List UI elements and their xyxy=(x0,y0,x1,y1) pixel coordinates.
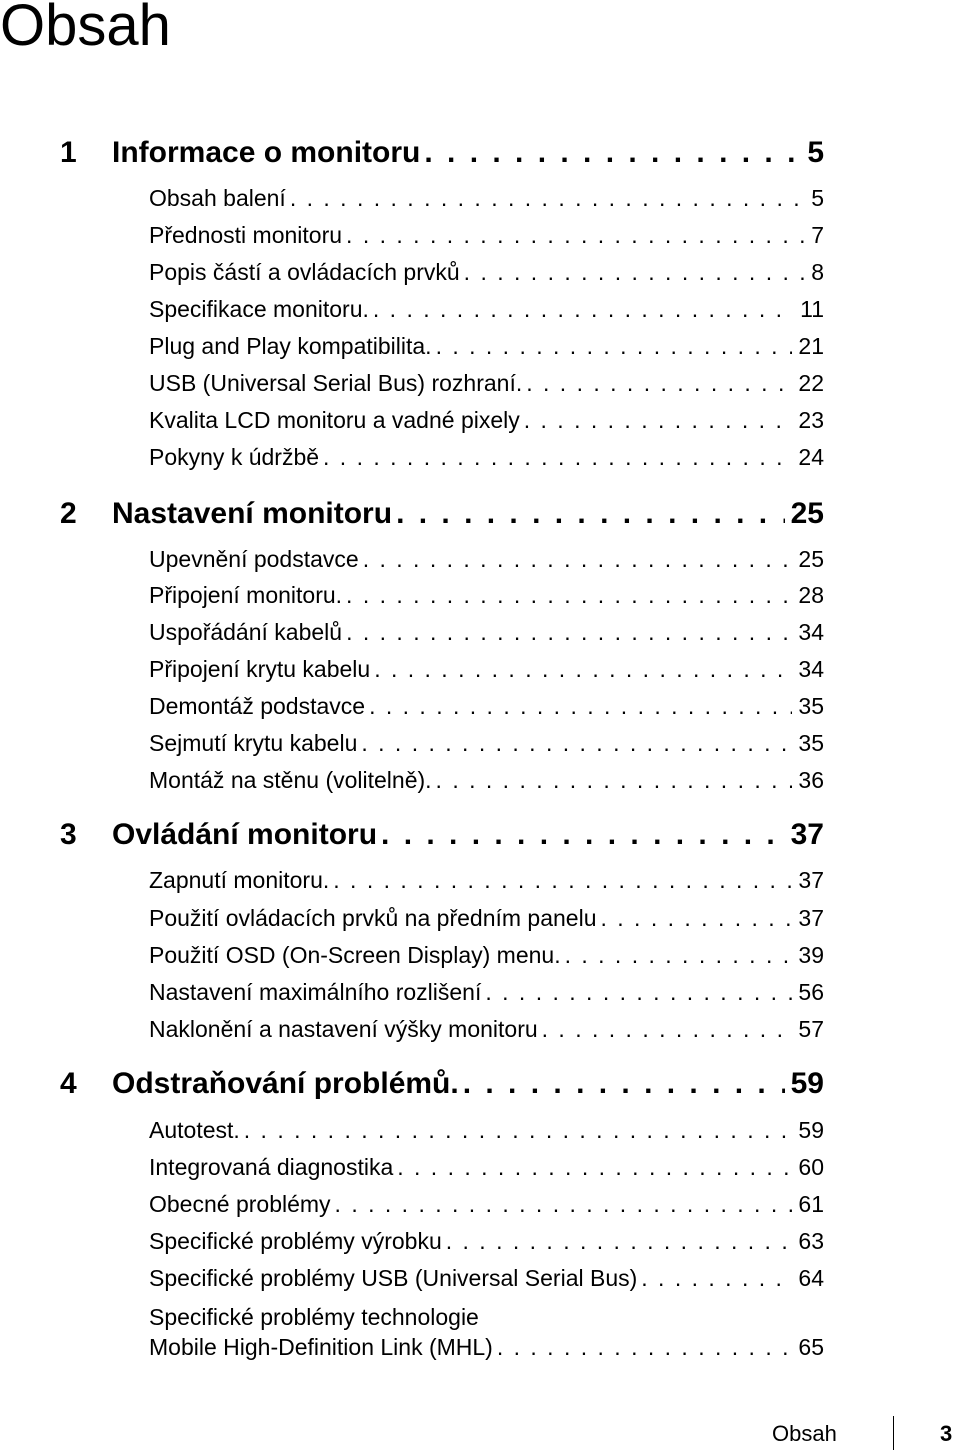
entry-title: Demontáž podstavce xyxy=(149,693,366,719)
footer-label: Obsah xyxy=(772,1421,837,1446)
entry-title: Pokyny k údržbě xyxy=(149,444,320,470)
toc-entry[interactable] xyxy=(149,1334,824,1366)
dot-leader xyxy=(485,979,792,1006)
page-number: 59 xyxy=(790,1067,824,1100)
dot-leader xyxy=(601,905,793,932)
entry-title: Sejmutí krytu kabelu xyxy=(149,730,358,756)
page-footer xyxy=(700,1416,960,1452)
dot-leader xyxy=(464,259,806,286)
page-number: 65 xyxy=(798,1334,824,1360)
section-title: Ovládání monitoru xyxy=(112,818,378,851)
page-number: 34 xyxy=(798,619,824,645)
entry-title: USB (Universal Serial Bus) rozhraní. xyxy=(149,370,523,396)
dot-leader xyxy=(565,942,793,969)
entry-title: Kvalita LCD monitoru a vadné pixely xyxy=(149,407,520,433)
page-number: 56 xyxy=(798,979,824,1005)
entry-title: Použití OSD (On-Screen Display) menu. xyxy=(149,942,561,968)
dot-leader xyxy=(346,222,805,249)
page-number: 59 xyxy=(798,1117,824,1143)
entry-title: Obecné problémy xyxy=(149,1191,331,1217)
dot-leader xyxy=(424,136,801,170)
toc-section-3[interactable] xyxy=(60,818,824,858)
page-number: 21 xyxy=(798,333,824,359)
page-number: 25 xyxy=(798,546,824,572)
toc-entry[interactable] xyxy=(149,656,824,688)
dot-leader xyxy=(290,185,805,212)
entry-title: Plug and Play kompatibilita. xyxy=(149,333,432,359)
toc-entry[interactable] xyxy=(149,905,824,937)
dot-leader xyxy=(497,1334,793,1361)
entry-title: Autotest. xyxy=(149,1117,240,1143)
section-number: 3 xyxy=(60,818,77,851)
dot-leader xyxy=(542,1016,793,1043)
dot-leader xyxy=(641,1265,792,1292)
dot-leader xyxy=(363,546,793,573)
toc-entry[interactable] xyxy=(149,619,824,651)
toc-entry[interactable] xyxy=(149,444,824,476)
entry-title: Zapnutí monitoru. xyxy=(149,867,330,893)
page-number: 23 xyxy=(798,407,824,433)
entry-title: Integrovaná diagnostika xyxy=(149,1154,394,1180)
dot-leader xyxy=(524,407,793,434)
page-number: 36 xyxy=(798,767,824,793)
page-title: Obsah xyxy=(0,0,171,58)
entry-title: Specifické problémy výrobku xyxy=(149,1228,442,1254)
entry-title: Naklonění a nastavení výšky monitoru xyxy=(149,1016,538,1042)
page-number: 64 xyxy=(798,1265,824,1291)
page-number: 5 xyxy=(807,136,824,169)
dot-leader xyxy=(396,497,785,531)
entry-title: Přednosti monitoru xyxy=(149,222,343,248)
dot-leader xyxy=(335,1191,793,1218)
entry-title: Obsah balení xyxy=(149,185,286,211)
page-number: 28 xyxy=(798,582,824,608)
toc-entry[interactable] xyxy=(149,1228,824,1260)
entry-title: Specifické problémy USB (Universal Serial Bus) xyxy=(149,1265,638,1291)
entry-title: Nastavení maximálního rozlišení xyxy=(149,979,482,1005)
entry-title-line2: Mobile High-Definition Link (MHL) xyxy=(149,1334,493,1360)
dot-leader xyxy=(463,1067,785,1101)
page-number: 57 xyxy=(798,1016,824,1042)
entry-title: Připojení monitoru. xyxy=(149,582,343,608)
page-number: 34 xyxy=(798,656,824,682)
toc-entry[interactable] xyxy=(149,767,824,799)
dot-leader xyxy=(373,296,794,323)
toc-entry[interactable] xyxy=(149,1117,824,1149)
toc-section-1[interactable] xyxy=(60,136,824,176)
section-title: Odstraňování problémů. xyxy=(112,1067,459,1100)
dot-leader xyxy=(361,730,792,757)
toc-entry[interactable] xyxy=(149,333,824,365)
section-number: 4 xyxy=(60,1067,77,1100)
toc-entry[interactable] xyxy=(149,222,824,254)
toc-entry[interactable] xyxy=(149,1265,824,1297)
toc-entry[interactable] xyxy=(149,693,824,725)
dot-leader xyxy=(346,582,792,609)
page-number: 39 xyxy=(798,942,824,968)
dot-leader xyxy=(397,1154,792,1181)
toc-entry[interactable] xyxy=(149,942,824,974)
page-number: 7 xyxy=(811,222,824,248)
entry-title: Montáž na stěnu (volitelně). xyxy=(149,767,432,793)
page-number: 25 xyxy=(790,497,824,530)
page-number: 37 xyxy=(798,905,824,931)
toc-entry[interactable] xyxy=(149,370,824,402)
dot-leader xyxy=(346,619,792,646)
entry-title: Upevnění podstavce xyxy=(149,546,359,572)
toc-entry[interactable] xyxy=(149,867,824,899)
page-number: 24 xyxy=(798,444,824,470)
footer-divider xyxy=(893,1416,894,1450)
dot-leader xyxy=(446,1228,793,1255)
dot-leader xyxy=(374,656,792,683)
page-number: 37 xyxy=(790,818,824,851)
entry-title: Specifikace monitoru. xyxy=(149,296,369,322)
toc-entry[interactable] xyxy=(149,730,824,762)
page-number: 35 xyxy=(798,693,824,719)
dot-leader xyxy=(369,693,792,720)
dot-leader xyxy=(333,867,792,894)
entry-title: Popis částí a ovládacích prvků xyxy=(149,259,460,285)
toc-entry[interactable] xyxy=(149,407,824,439)
toc-entry[interactable] xyxy=(149,1154,824,1186)
page-number: 37 xyxy=(798,867,824,893)
page-number: 61 xyxy=(798,1191,824,1217)
toc-entry[interactable] xyxy=(149,185,824,217)
entry-title-line1: Specifické problémy technologie xyxy=(149,1304,479,1330)
dot-leader xyxy=(436,767,793,794)
toc-entry[interactable] xyxy=(149,296,824,328)
toc-entry[interactable] xyxy=(149,1016,824,1048)
section-title: Informace o monitoru xyxy=(112,136,421,169)
page-number: 11 xyxy=(800,296,824,322)
page-number: 63 xyxy=(798,1228,824,1254)
page-number: 60 xyxy=(798,1154,824,1180)
footer-page-number: 3 xyxy=(940,1421,953,1446)
page-number: 35 xyxy=(798,730,824,756)
dot-leader xyxy=(436,333,793,360)
toc-entry[interactable] xyxy=(149,582,824,614)
dot-leader xyxy=(526,370,792,397)
toc-section-2[interactable] xyxy=(60,497,824,537)
toc-entry[interactable] xyxy=(149,979,824,1011)
page-number: 8 xyxy=(811,259,824,285)
toc-entry[interactable] xyxy=(149,259,824,291)
entry-title: Připojení krytu kabelu xyxy=(149,656,371,682)
entry-title: Použití ovládacích prvků na předním panelu xyxy=(149,905,597,931)
page-number: 22 xyxy=(798,370,824,396)
dot-leader xyxy=(381,818,785,852)
toc-section-4[interactable] xyxy=(60,1067,824,1107)
dot-leader xyxy=(323,444,792,471)
page-number: 5 xyxy=(811,185,824,211)
toc-entry[interactable] xyxy=(149,546,824,578)
toc-entry[interactable] xyxy=(149,1191,824,1223)
section-number: 2 xyxy=(60,497,77,530)
section-title: Nastavení monitoru xyxy=(112,497,393,530)
dot-leader xyxy=(244,1117,793,1144)
section-number: 1 xyxy=(60,136,77,169)
entry-title: Uspořádání kabelů xyxy=(149,619,343,645)
